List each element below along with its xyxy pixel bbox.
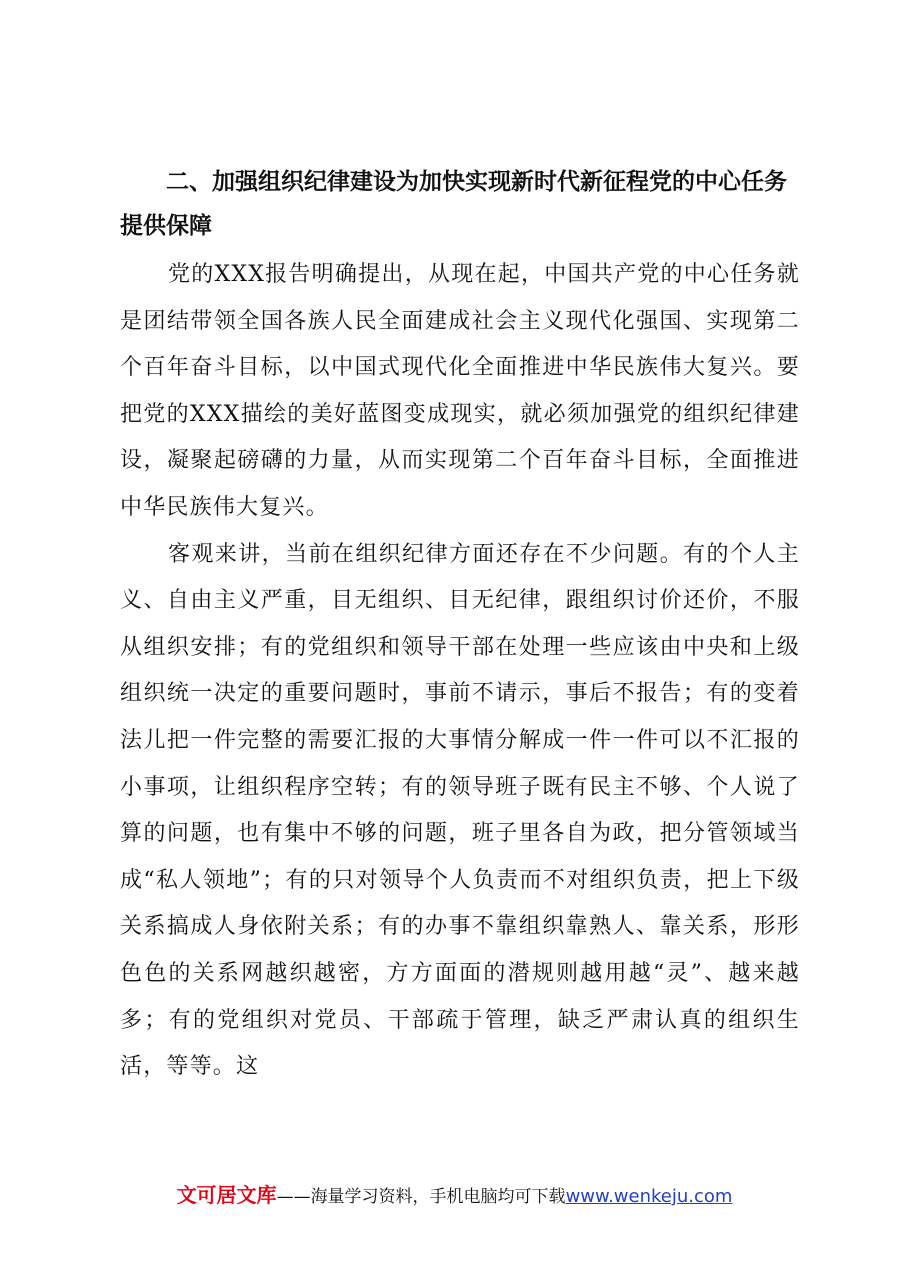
paragraph-1: 党的XXX报告明确提出，从现在起，中国共产党的中心任务就是团结带领全国各族人民全面建成社会主义现代化强国、实现第二个百年奋斗目标，以中国式现代化全面推进中华民族伟大复兴。要把党的XXX描绘的美好蓝图变成现实，就必须加强党的组织纪律建设，凝聚起磅礴的力量，从而实现第二个百年奋斗目标，全面推进中华民族伟大复兴。 <box>120 262 800 520</box>
footer-banner <box>0 1180 909 1212</box>
paragraph-2: 客观来讲，当前在组织纪律方面还存在不少问题。有的个人主义、自由主义严重，目无组织、目无纪律，跟组织讨价还价，不服从组织安排；有的党组织和领导干部在处理一些应该由中央和上级组织统一决定的重要问题时，事前不请示，事后不报告；有的变着法儿把一件完整的需要汇报的大事情分解成一件一件可以不汇报的小事项，让组织程序空转；有的领导班子既有民主不够、个人说了算的问题，也有集中不够的问题，班子里各自为政，把分管领域当成“私人领地”；有的只对领导个人负责而不对组织负责，把上下级关系搞成人身依附关系；有的办事不靠组织靠熟人、靠关系，形形色色的关系网越织越密，方方面面的潜规则越用越“灵”、越来越多；有的党组织对党员、干部疏于管理，缺乏严肃认真的组织生活，等等。这 <box>120 541 800 1080</box>
footer-site-link[interactable]: www.wenkeju.com <box>565 1186 733 1207</box>
section-heading: 二、加强组织纪律建设为加快实现新时代新征程党的中心任务提供保障 <box>120 169 787 239</box>
footer-slogan: ——海量学习资料，手机电脑均可下载 <box>276 1187 566 1207</box>
document-body <box>120 160 800 1091</box>
footer-brand: 文可居文库 <box>176 1183 277 1207</box>
